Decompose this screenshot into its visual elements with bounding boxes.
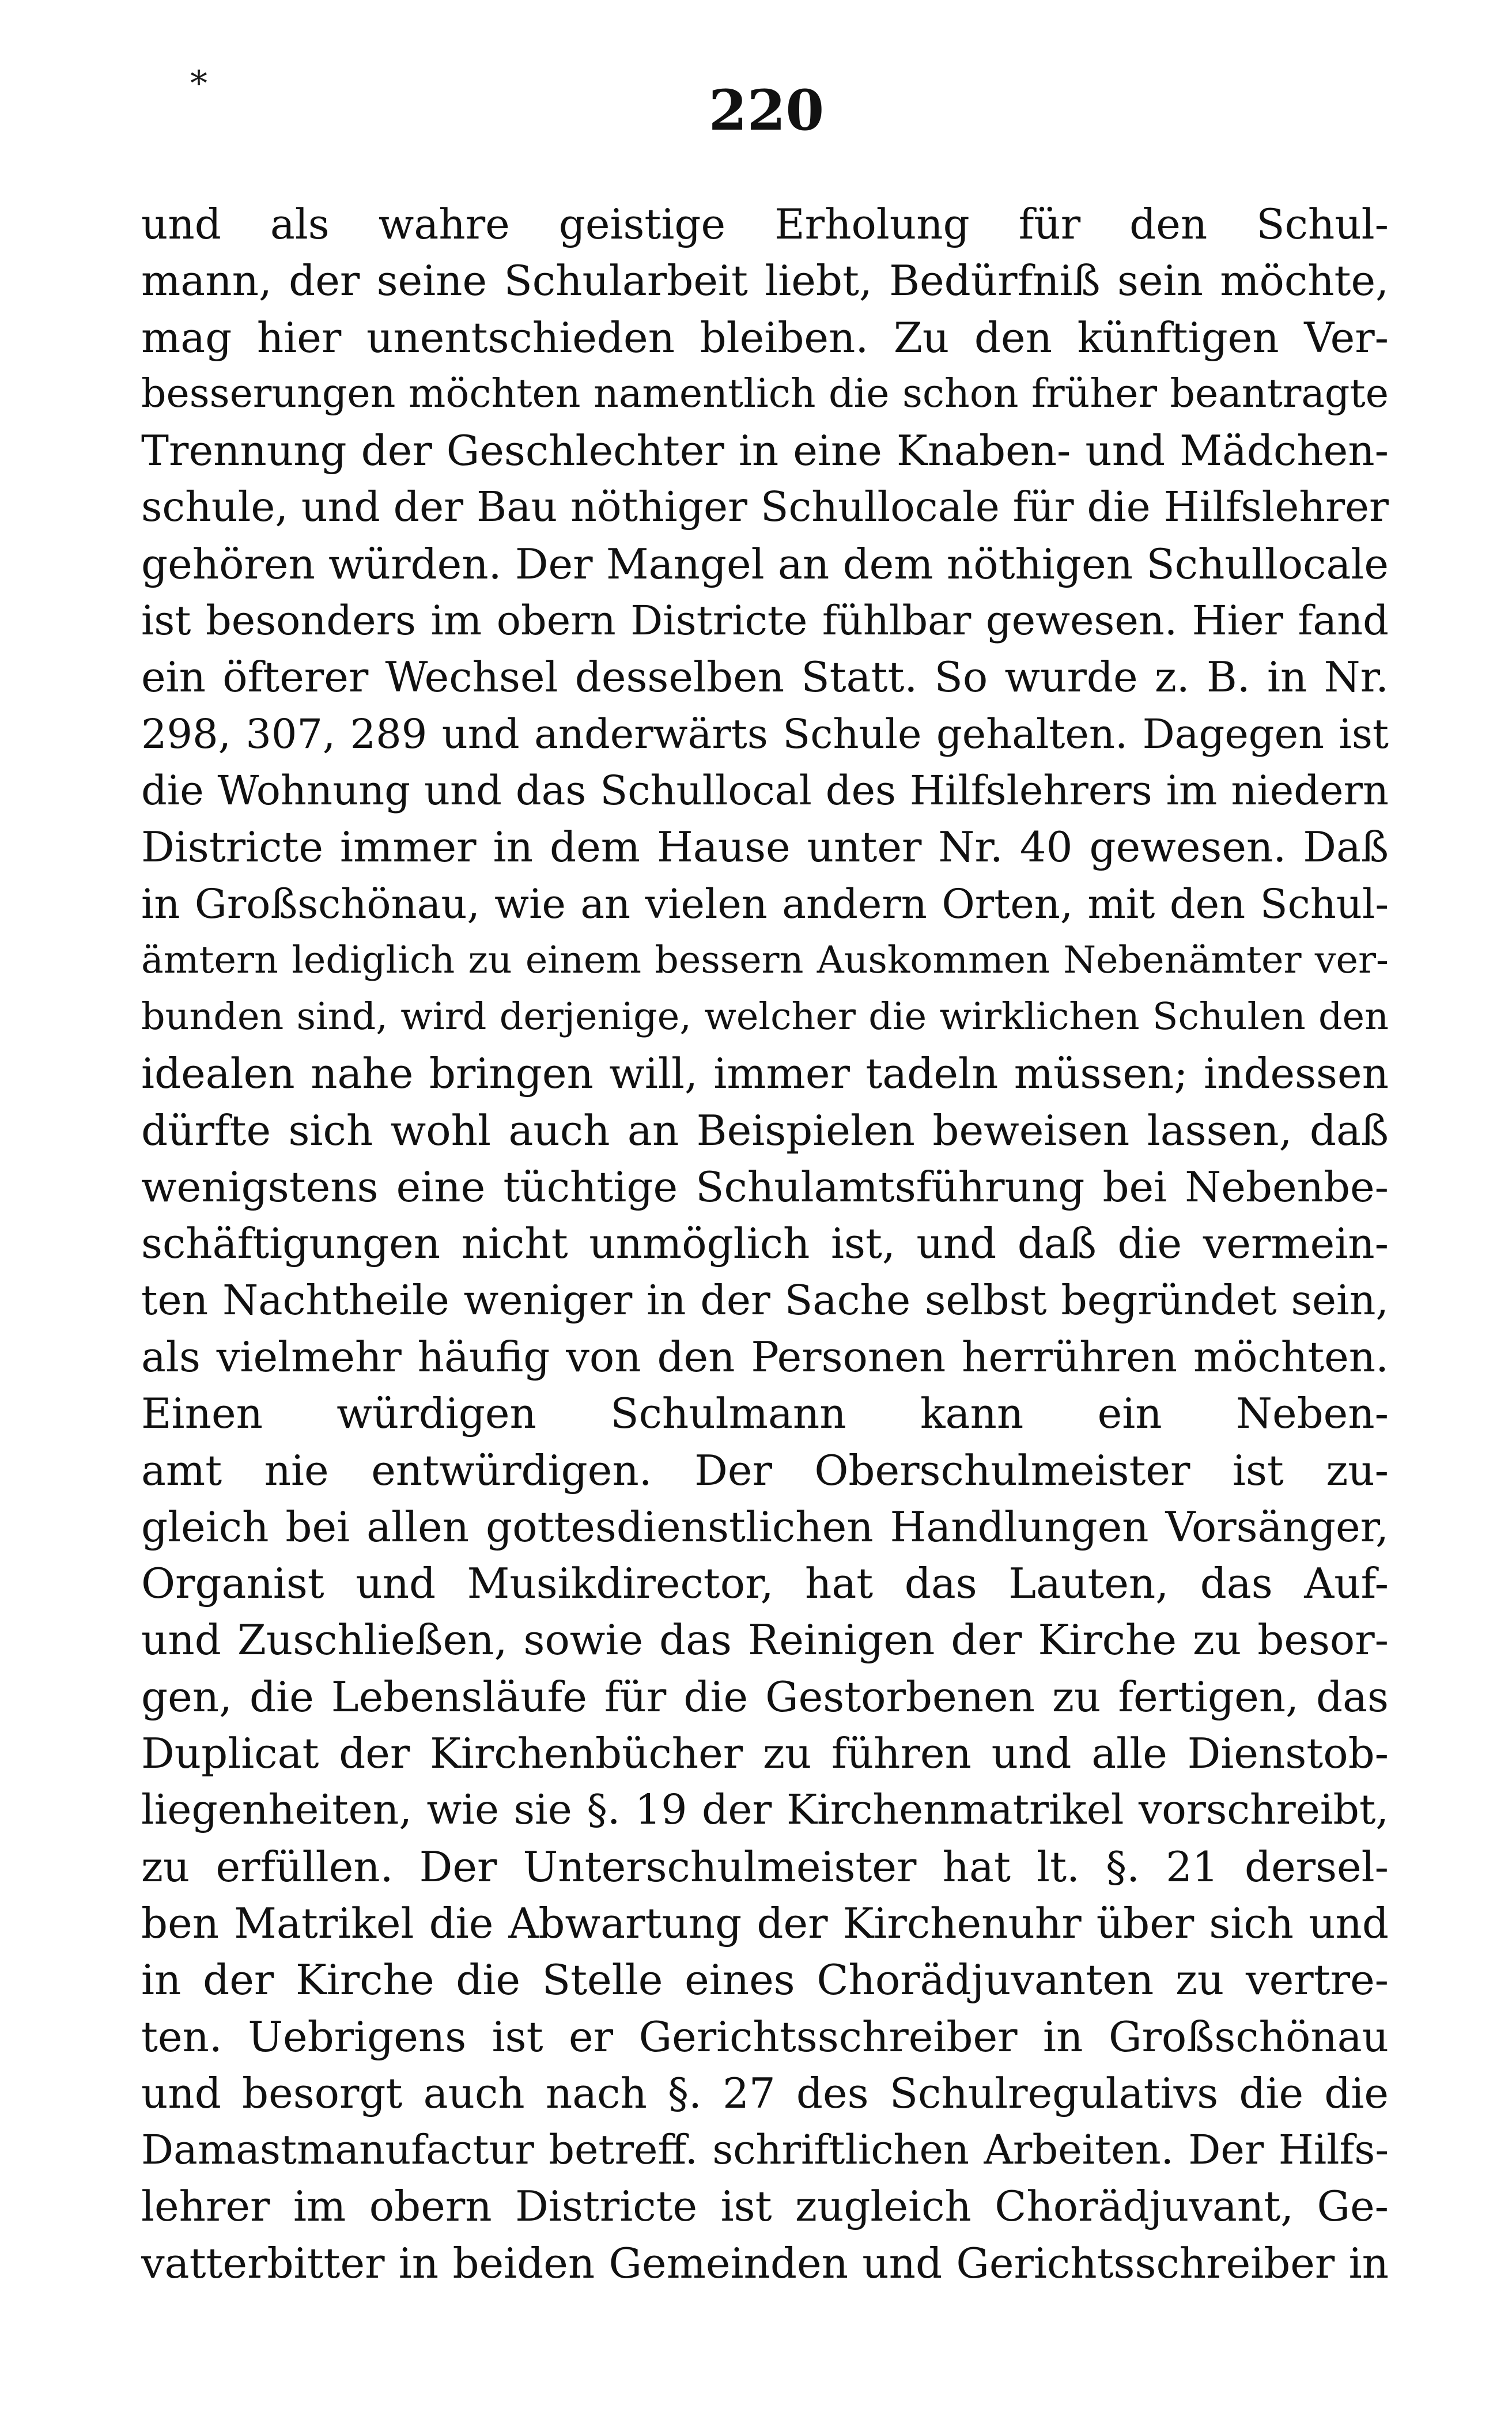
- text-line: Trennung der Geschlechter in eine Knaben- und Mädchen-: [141, 426, 1389, 475]
- text-line: liegenheiten, wie sie §. 19 der Kirchenmatrikel vorschreibt,: [141, 1786, 1389, 1834]
- text-line: und Zuschließen, sowie das Reinigen der Kirche zu besor-: [141, 1616, 1389, 1665]
- text-line: mag hier unentschieden bleiben. Zu den künftigen Ver-: [141, 313, 1389, 362]
- text-line: ten. Uebrigens ist er Gerichtsschreiber in Großschönau: [141, 2012, 1389, 2061]
- text-line: Organist und Musikdirector, hat das Lauten, das Auf-: [141, 1559, 1389, 1608]
- text-line: in Großschönau, wie an vielen andern Orten, mit den Schul-: [141, 880, 1389, 928]
- text-line: Districte immer in dem Hause unter Nr. 40 gewesen. Daß: [141, 823, 1389, 872]
- body-text: [141, 196, 1389, 2292]
- text-line: Einen würdigen Schulmann kann ein Neben-: [141, 1389, 1389, 1438]
- text-line: besserungen möchten namentlich die schon früher beantragte: [141, 370, 1389, 417]
- text-line: gen, die Lebensläufe für die Gestorbenen zu fertigen, das: [141, 1672, 1389, 1721]
- text-line: Duplicat der Kirchenbücher zu führen und alle Dienstob-: [141, 1729, 1389, 1778]
- text-line: ämtern lediglich zu einem bessern Auskommen Nebenämter ver-: [141, 938, 1389, 982]
- text-line: als vielmehr häufig von den Personen herrühren möchten.: [141, 1332, 1389, 1381]
- text-line: und besorgt auch nach §. 27 des Schulregulativs die die: [141, 2069, 1389, 2118]
- text-line: Damastmanufactur betreff. schriftlichen Arbeiten. Der Hilfs-: [141, 2126, 1389, 2174]
- corner-mark: *: [190, 63, 207, 104]
- text-line: wenigstens eine tüchtige Schulamtsführung bei Nebenbe-: [141, 1163, 1389, 1212]
- text-line: idealen nahe bringen will, immer tadeln müssen; indessen: [141, 1049, 1389, 1098]
- text-line: die Wohnung und das Schullocal des Hilfslehrers im niedern: [141, 766, 1389, 814]
- text-line: mann, der seine Schularbeit liebt, Bedürfniß sein möchte,: [141, 256, 1389, 305]
- text-line: gehören würden. Der Mangel an dem nöthigen Schullocale: [141, 539, 1389, 588]
- text-line: und als wahre geistige Erholung für den Schul-: [141, 200, 1389, 248]
- text-line: lehrer im obern Districte ist zugleich Chorädjuvant, Ge-: [141, 2182, 1389, 2231]
- page-number: 220: [708, 78, 825, 143]
- text-line: zu erfüllen. Der Unterschulmeister hat lt. §. 21 dersel-: [141, 1842, 1389, 1891]
- text-line: 298, 307, 289 und anderwärts Schule gehalten. Dagegen ist: [141, 710, 1389, 758]
- text-line: ben Matrikel die Abwartung der Kirchenuhr über sich und: [141, 1899, 1389, 1948]
- text-line: amt nie entwürdigen. Der Oberschulmeister ist zu-: [141, 1446, 1389, 1495]
- text-line: ein öfterer Wechsel desselben Statt. So wurde z. B. in Nr.: [141, 653, 1389, 702]
- text-line: gleich bei allen gottesdienstlichen Handlungen Vorsänger,: [141, 1502, 1389, 1551]
- text-line: dürfte sich wohl auch an Beispielen beweisen lassen, daß: [141, 1106, 1389, 1155]
- text-line: vatterbitter in beiden Gemeinden und Gerichtsschreiber in: [141, 2238, 1389, 2287]
- text-line: ist besonders im obern Districte fühlbar gewesen. Hier fand: [141, 597, 1389, 645]
- text-line: schäftigungen nicht unmöglich ist, und daß die vermein-: [141, 1219, 1389, 1268]
- text-line: bunden sind, wird derjenige, welcher die wirklichen Schulen den: [141, 995, 1389, 1039]
- text-line: in der Kirche die Stelle eines Chorädjuvanten zu vertre-: [141, 1956, 1389, 2005]
- text-line: schule, und der Bau nöthiger Schullocale für die Hilfslehrer: [141, 483, 1389, 531]
- text-line: ten Nachtheile weniger in der Sache selbst begründet sein,: [141, 1276, 1389, 1324]
